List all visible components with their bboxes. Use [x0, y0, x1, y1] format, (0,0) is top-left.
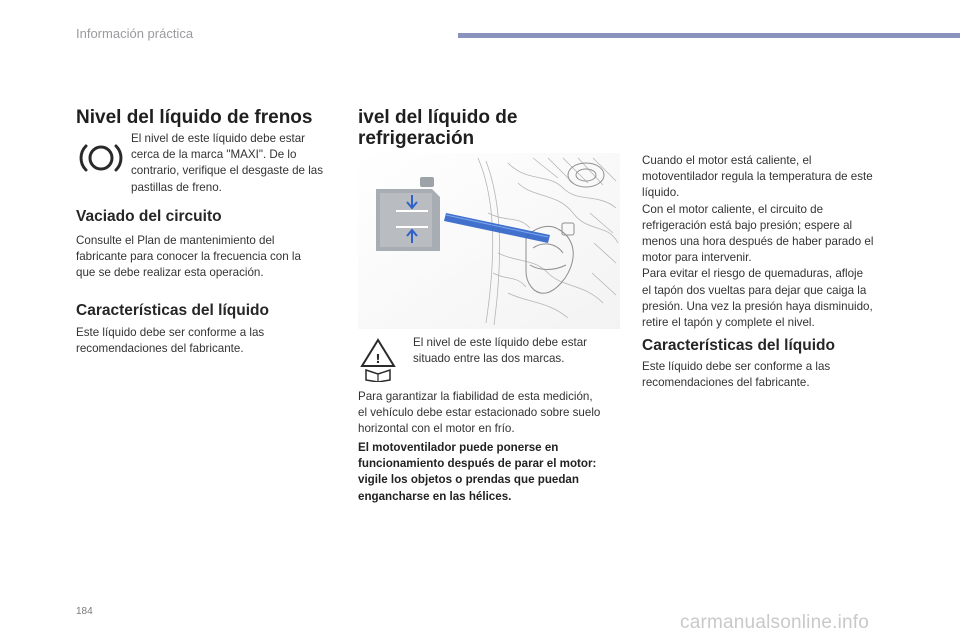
- brake-warning-icon: [76, 138, 126, 178]
- text-line: pastillas de freno.: [131, 180, 222, 194]
- text-line: líquido.: [642, 186, 680, 200]
- manual-warning-icon: [360, 338, 396, 382]
- coolant-fan-warning: [358, 440, 622, 505]
- text-line: cerca de la marca "MAXI". De lo: [131, 148, 297, 162]
- text-line: contrario, verifique el desgaste de las: [131, 164, 324, 178]
- text-line: El nivel de este líquido debe estar: [131, 132, 306, 145]
- text-line: horizontal con el motor en frío.: [358, 422, 515, 436]
- coolant-reservoir-photo: [358, 153, 620, 329]
- coolant-characteristics-title: Características del líquido: [642, 337, 835, 354]
- text-line: El nivel de este líquido debe estar: [413, 336, 588, 349]
- coolant-measure-text: [358, 389, 622, 438]
- svg-text:!: !: [375, 352, 381, 366]
- coolant-hot-engine-text: [642, 153, 902, 331]
- text-line: fabricante para conocer la frecuencia con la: [76, 250, 301, 264]
- text-line: Este líquido debe ser conforme a las: [642, 360, 831, 373]
- text-line: presión. Una vez la presión haya disminuido,: [642, 299, 873, 313]
- text-line: El motoventilador puede ponerse en: [358, 441, 559, 454]
- page-number: 184: [76, 606, 93, 617]
- brake-fluid-title: Nivel del líquido de frenos: [76, 107, 313, 128]
- brake-fluid-text: [131, 131, 343, 196]
- header-accent-bar: [458, 33, 960, 38]
- coolant-level-note: [413, 335, 619, 367]
- text-line: Para evitar el riesgo de quemaduras, afloje: [642, 267, 864, 281]
- text-line: el tapón dos vueltas para dejar que caiga la: [642, 283, 867, 297]
- brake-characteristics-text: [76, 325, 336, 357]
- text-line: Para garantizar la fiabilidad de esta medición,: [358, 390, 593, 403]
- text-line: Consulte el Plan de mantenimiento del: [76, 234, 275, 247]
- text-line: vigile los objetos o prendas que puedan: [358, 473, 579, 487]
- coolant-title-line: ivel del líquido de: [358, 107, 518, 128]
- text-line: Con el motor caliente, el circuito de: [642, 202, 824, 216]
- text-line: motor para intervenir.: [642, 251, 752, 265]
- coolant-title: [358, 107, 517, 149]
- text-line: el vehículo debe estar estacionado sobre suelo: [358, 406, 601, 420]
- text-line: refrigeración está bajo presión; espere al: [642, 218, 853, 232]
- text-line: funcionamiento después de parar el motor:: [358, 457, 597, 471]
- coolant-characteristics-text: [642, 359, 902, 391]
- coolant-title-line: refrigeración: [358, 128, 475, 149]
- text-line: motoventilador regula la temperatura de este: [642, 170, 873, 184]
- watermark-text: carmanualsonline.info: [680, 612, 870, 633]
- draining-text: [76, 233, 336, 282]
- section-header-label: Información práctica: [76, 26, 194, 41]
- brake-characteristics-title: Características del líquido: [76, 302, 269, 319]
- text-line: retire el tapón y complete el nivel.: [642, 316, 815, 330]
- text-line: engancharse en las hélices.: [358, 489, 512, 503]
- draining-title: Vaciado del circuito: [76, 208, 222, 225]
- text-line: Este líquido debe ser conforme a las: [76, 326, 265, 339]
- text-line: recomendaciones del fabricante.: [76, 342, 244, 356]
- text-line: situado entre las dos marcas.: [413, 352, 565, 366]
- text-line: que se debe realizar esta operación.: [76, 266, 264, 280]
- text-line: Cuando el motor está caliente, el: [642, 154, 812, 167]
- text-line: menos una hora después de haber parado el: [642, 235, 874, 249]
- text-line: recomendaciones del fabricante.: [642, 376, 810, 390]
